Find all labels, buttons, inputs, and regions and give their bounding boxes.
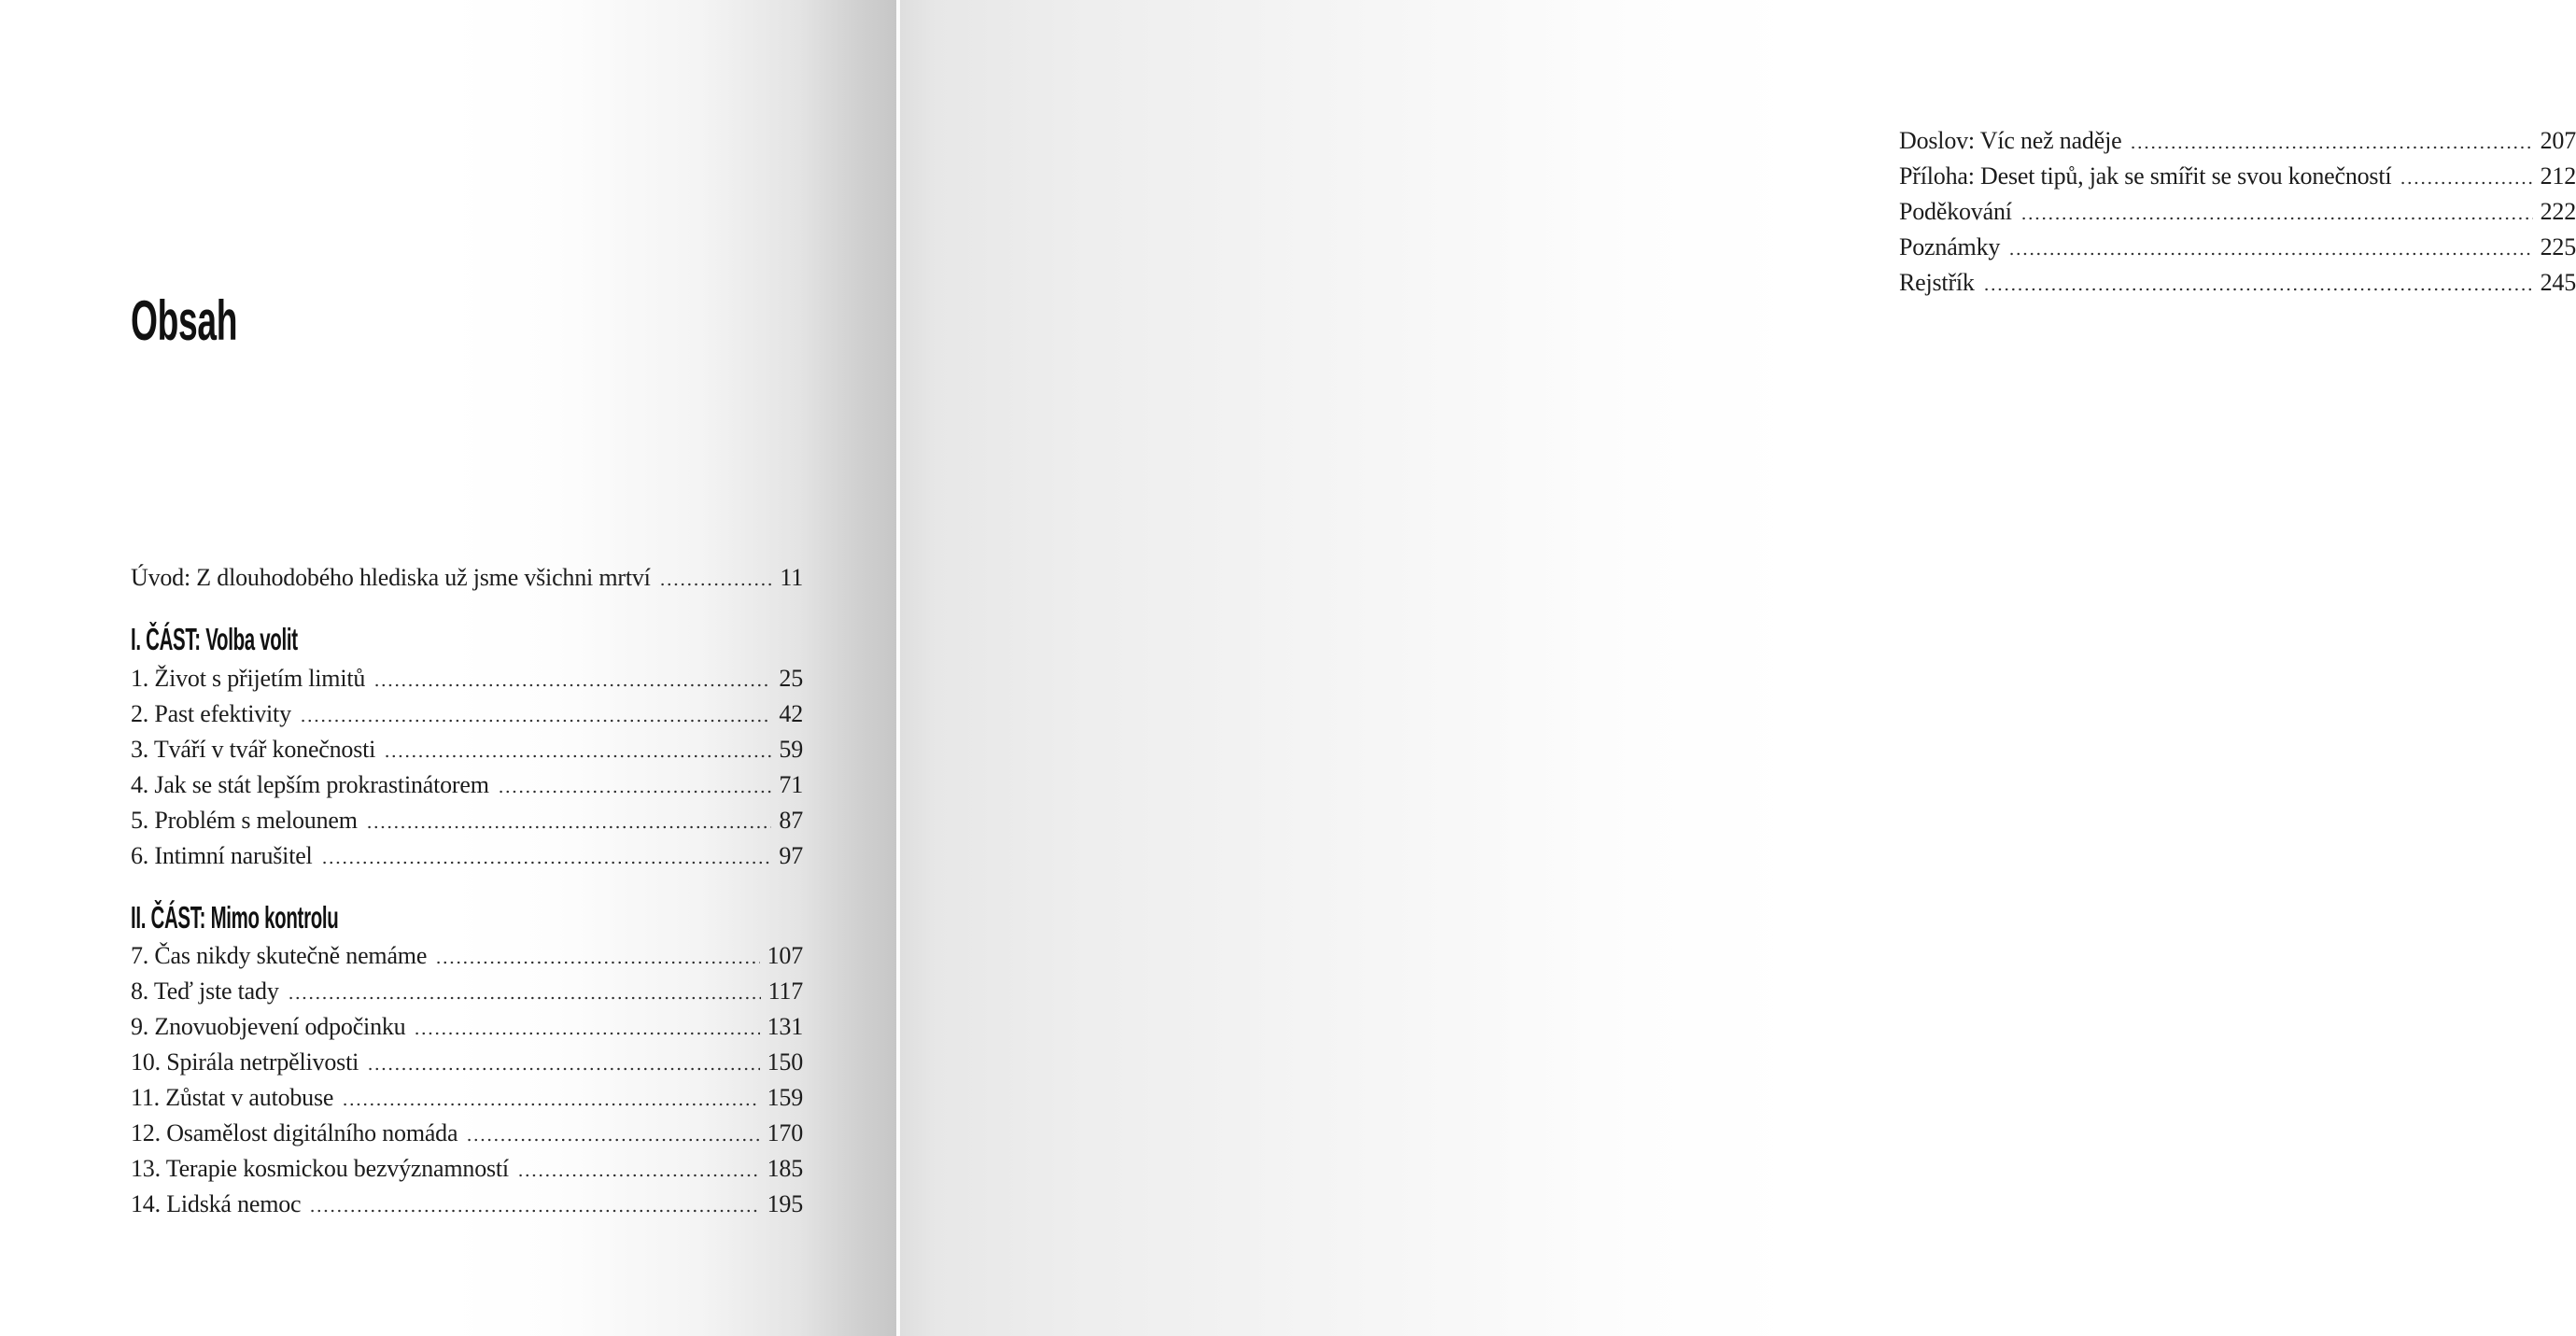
dotted-leader <box>2008 249 2532 259</box>
dotted-leader <box>366 823 772 832</box>
toc-entry-page: 170 <box>767 1119 803 1146</box>
toc-entry-page: 195 <box>767 1190 803 1217</box>
toc-entry <box>131 1080 803 1116</box>
toc-entry <box>1899 194 2576 230</box>
toc-entry-page: 59 <box>779 736 803 763</box>
toc-entry-page: 25 <box>779 665 803 692</box>
dotted-leader <box>2400 178 2532 188</box>
contents-title-text: Obsah <box>131 289 238 352</box>
dotted-leader <box>321 858 772 867</box>
toc-entry <box>131 1045 803 1080</box>
toc-entry-label: 14. Lidská nemoc <box>131 1190 302 1217</box>
toc-entry-label: 11. Zůstat v autobuse <box>131 1084 334 1111</box>
intro-entry-block <box>131 560 803 596</box>
toc-entry-page: 159 <box>767 1084 803 1111</box>
dotted-leader <box>414 1029 759 1038</box>
toc-entry <box>131 1009 803 1045</box>
dotted-leader <box>2130 143 2532 152</box>
toc-entry <box>131 732 803 767</box>
toc-entry <box>131 661 803 696</box>
part1-entries <box>131 661 803 874</box>
toc-entry-label: 3. Tváří v tvář konečnosti <box>131 736 376 763</box>
dotted-leader <box>309 1206 759 1216</box>
toc-entry-label: Úvod: Z dlouhodobého hlediska už jsme všichni mrtví <box>131 564 651 591</box>
toc-entry <box>131 838 803 874</box>
toc-entry-label: 6. Intimní narušitel <box>131 842 313 869</box>
dotted-leader <box>2020 214 2533 223</box>
toc-entry <box>1899 265 2576 301</box>
toc-entry-page: 225 <box>2540 233 2576 260</box>
toc-entry-label: Poznámky <box>1899 233 2001 260</box>
toc-entry-page: 97 <box>779 842 803 869</box>
dotted-leader <box>517 1171 760 1180</box>
toc-entry-page: 222 <box>2540 198 2576 225</box>
part-heading-text: I. ČÁST: Volba volit <box>131 622 298 656</box>
toc-entry <box>1899 123 2576 159</box>
part-heading <box>131 900 803 936</box>
back-matter-entries <box>1899 123 2576 301</box>
toc-entry <box>131 938 803 974</box>
right-page <box>900 0 2576 1336</box>
toc-entry <box>131 974 803 1009</box>
toc-entry-page: 42 <box>779 700 803 727</box>
toc-entry-page: 245 <box>2540 269 2576 296</box>
toc-entry-page: 117 <box>767 977 803 1005</box>
toc-entry-label: 4. Jak se stát lepším prokrastinátorem <box>131 771 489 798</box>
toc-entry-label: Doslov: Víc než naděje <box>1899 127 2122 154</box>
toc-entry-label: 7. Čas nikdy skutečně nemáme <box>131 942 428 969</box>
toc-entry <box>131 767 803 803</box>
toc-entry-page: 212 <box>2540 162 2576 190</box>
part-heading <box>131 622 803 658</box>
dotted-leader <box>373 681 771 690</box>
toc-entry-label: 1. Život s přijetím limitů <box>131 665 366 692</box>
toc-entry-page: 71 <box>779 771 803 798</box>
toc-entry-label: 13. Terapie kosmickou bezvýznamností <box>131 1155 509 1182</box>
dotted-leader <box>288 993 761 1003</box>
dotted-leader <box>367 1064 759 1074</box>
dotted-leader <box>659 580 773 589</box>
toc-entry-label: 5. Problém s melounem <box>131 807 358 834</box>
toc-entry <box>131 696 803 732</box>
toc-entry-page: 11 <box>780 564 803 591</box>
toc-entry-label: 8. Teď jste tady <box>131 977 279 1005</box>
toc-entry-page: 207 <box>2540 127 2576 154</box>
toc-entry-page: 107 <box>767 942 803 969</box>
dotted-leader <box>466 1135 759 1145</box>
dotted-leader <box>384 752 771 761</box>
toc-entry <box>131 1187 803 1222</box>
toc-entry-page: 150 <box>767 1048 803 1076</box>
toc-entry-page: 185 <box>767 1155 803 1182</box>
toc-entry <box>131 1151 803 1187</box>
toc-entry-label: 12. Osamělost digitálního nomáda <box>131 1119 458 1146</box>
dotted-leader <box>300 716 772 725</box>
toc-entry-label: 10. Spirála netrpělivosti <box>131 1048 359 1076</box>
toc-entry <box>1899 230 2576 265</box>
toc-entry-page: 87 <box>779 807 803 834</box>
contents-title <box>131 289 303 352</box>
dotted-leader <box>435 958 759 967</box>
toc-entry-label: Rejstřík <box>1899 269 1975 296</box>
toc-entry <box>1899 159 2576 194</box>
toc-entry-label: Příloha: Deset tipů, jak se smířit se svou konečností <box>1899 162 2392 190</box>
toc-entry <box>131 1116 803 1151</box>
toc-entry-label: Poděkování <box>1899 198 2012 225</box>
dotted-leader <box>498 787 772 796</box>
toc-entry-label: 2. Past efektivity <box>131 700 291 727</box>
part2-entries <box>131 938 803 1222</box>
left-page <box>0 0 897 1336</box>
toc-entry <box>131 560 803 596</box>
toc-entry-page: 131 <box>767 1013 803 1040</box>
dotted-leader <box>1983 285 2533 294</box>
dotted-leader <box>342 1100 759 1109</box>
toc-entry <box>131 803 803 838</box>
part-heading-text: II. ČÁST: Mimo kontrolu <box>131 900 339 935</box>
toc-entry-label: 9. Znovuobjevení odpočinku <box>131 1013 406 1040</box>
